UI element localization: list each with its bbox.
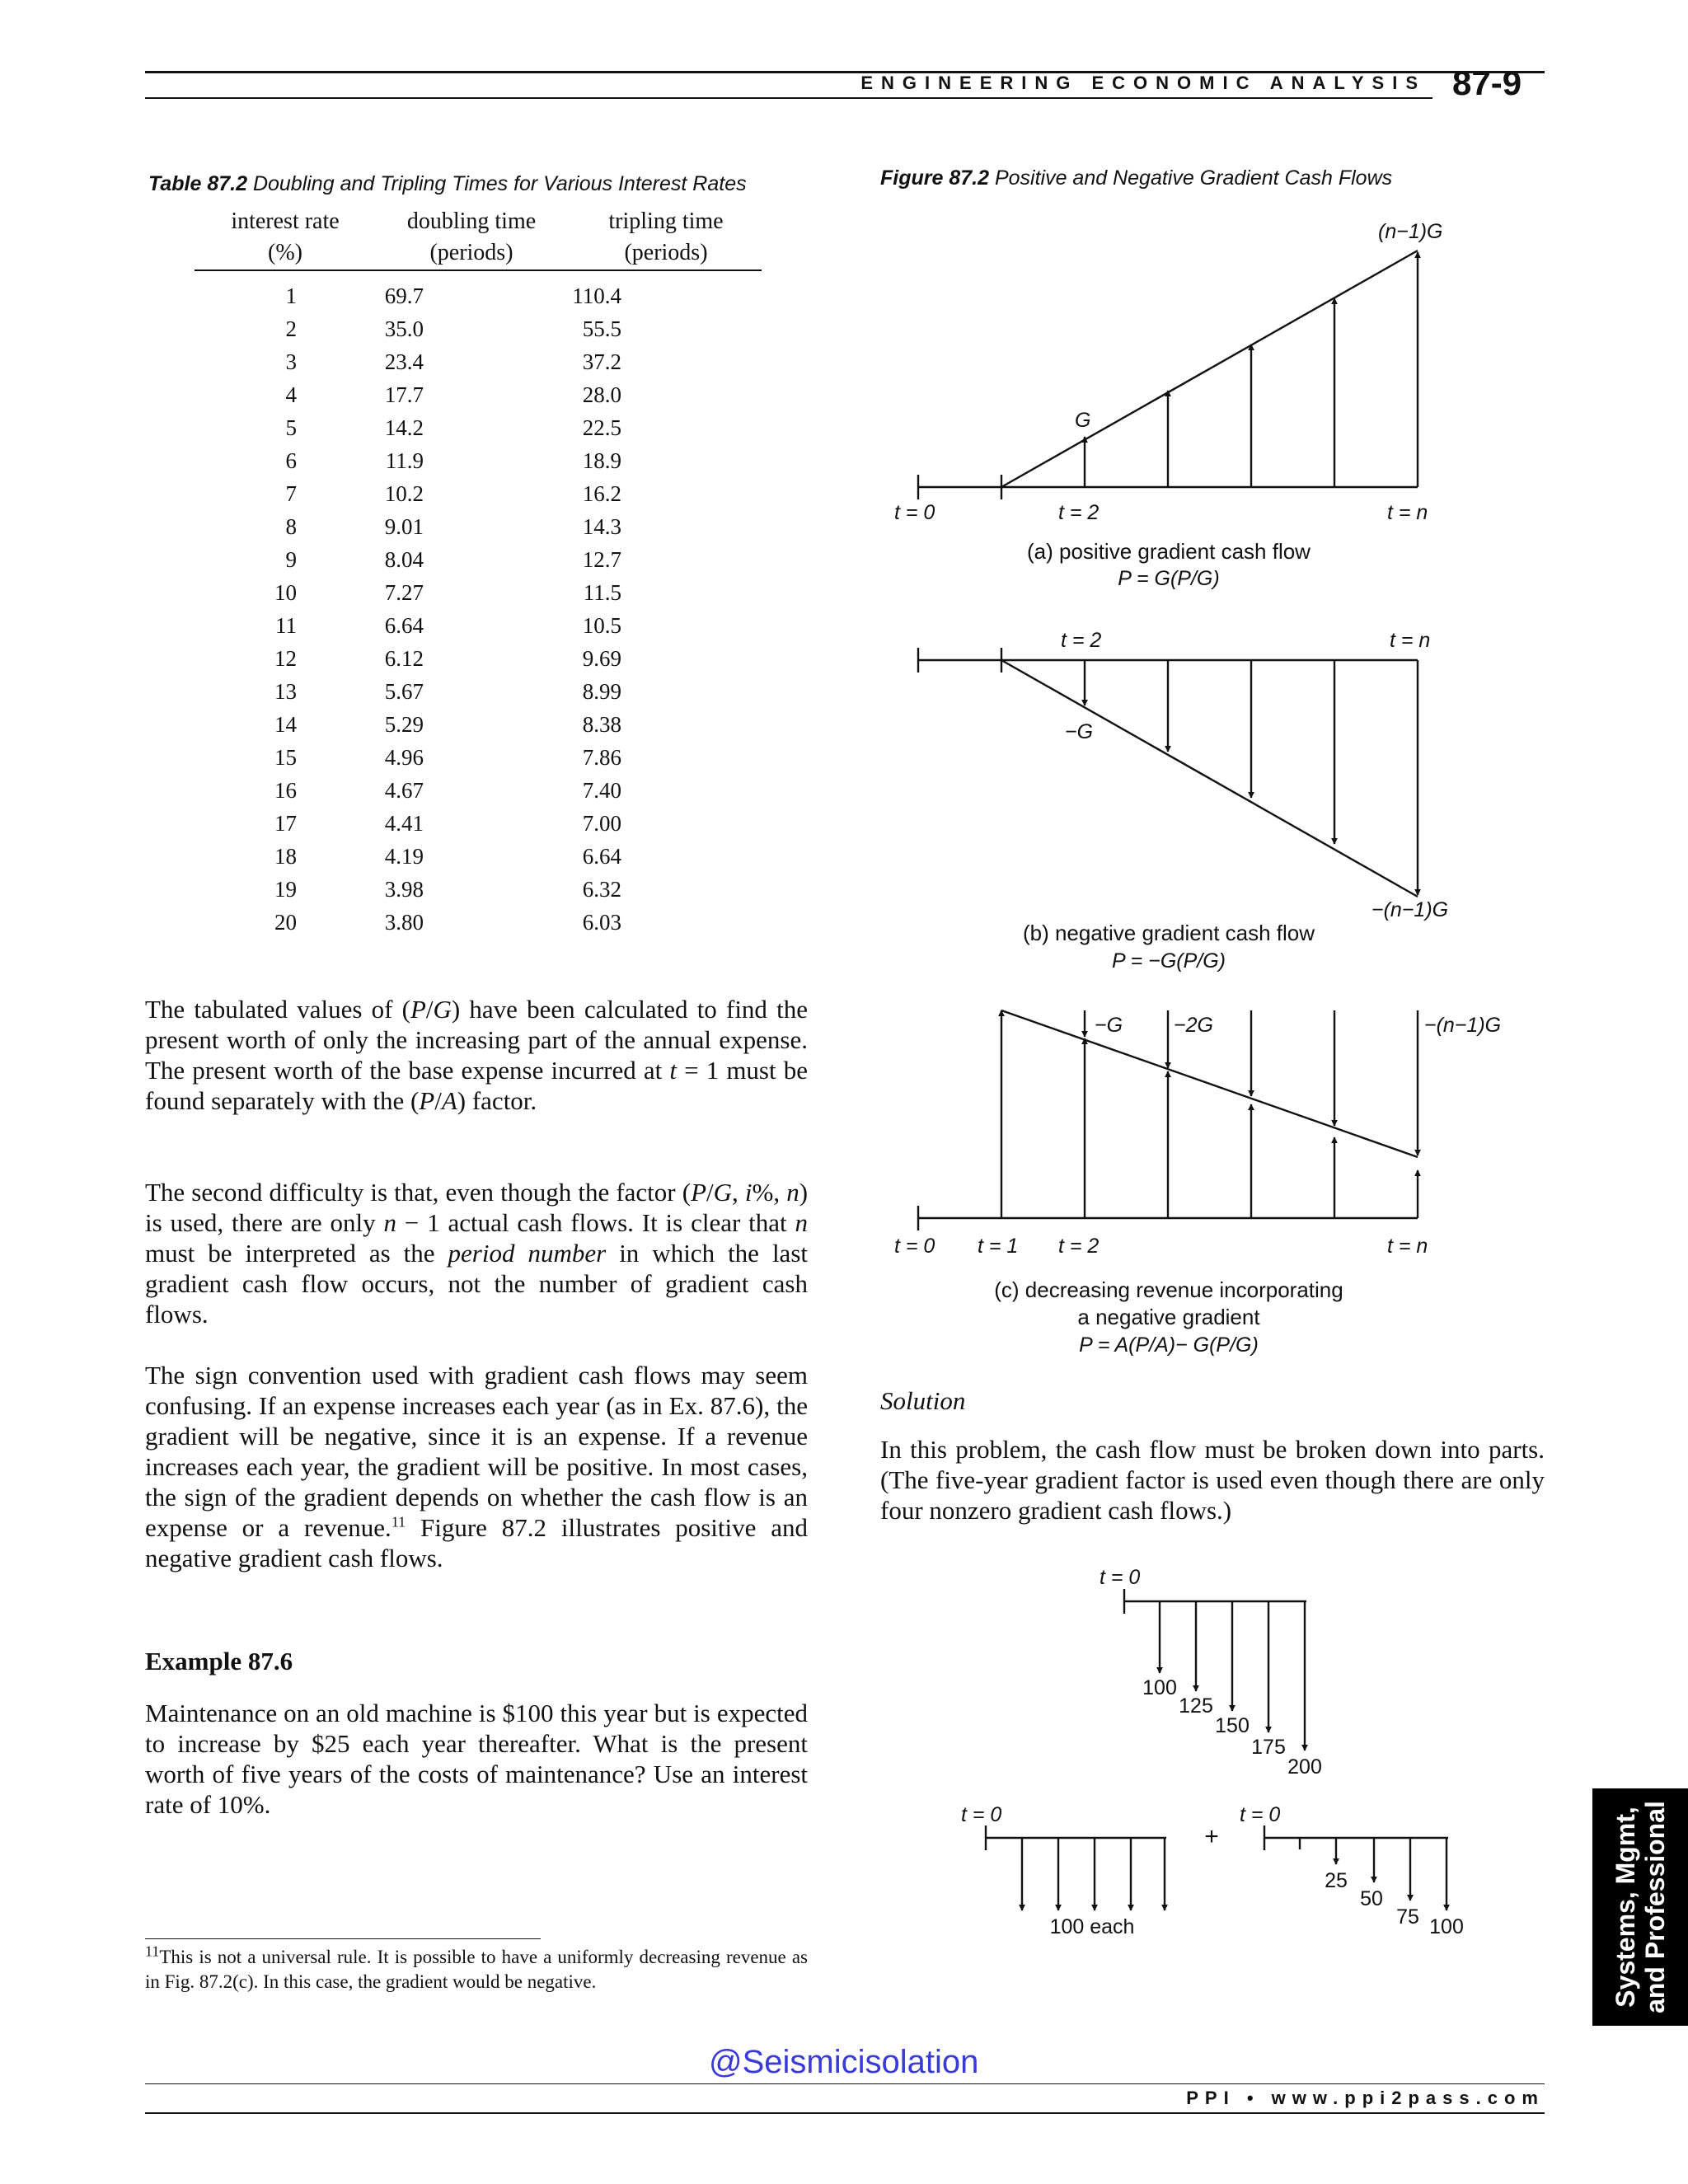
page-number: 87-9 — [1452, 63, 1522, 102]
cell-interest-rate: 2 — [285, 316, 297, 341]
cell-interest-rate: 15 — [274, 745, 297, 770]
cell-interest-rate: 8 — [285, 514, 297, 539]
table-caption-text: Doubling and Tripling Times for Various Interest Rates — [252, 172, 747, 195]
cell-doubling-time: 10.2 — [384, 481, 424, 506]
cell-interest-rate: 20 — [274, 910, 297, 935]
figure-caption-text: Positive and Negative Gradient Cash Flows — [994, 166, 1393, 190]
label-sol-100-each: 100 each — [1049, 1915, 1135, 1938]
paragraph-sign-convention: The sign convention used with gradient cash flows may seem confusing. If an expense increases each year (as in Ex. 87.6), the gradient will be negative, since it is an expense. If a revenue increases each year, the gradient will be positive. In most cases, the sign of the gradient depends on whether the cash flow is an expense or a revenue.$^{11}$ Figure 87.2 illustrates positive and negative gradient cash flows. — [145, 1361, 809, 1572]
gradient-line — [1001, 660, 1418, 897]
cell-tripling-time: 9.69 — [582, 646, 621, 671]
label-b-tn: t = n — [1390, 629, 1431, 652]
cell-interest-rate: 10 — [274, 580, 297, 605]
label-sol-top-t0: t = 0 — [1100, 1566, 1141, 1589]
label-sol-value-150: 150 — [1215, 1714, 1250, 1737]
cell-doubling-time: 17.7 — [384, 382, 424, 407]
cell-doubling-time: 14.2 — [384, 415, 424, 440]
label-sol-value-50: 50 — [1360, 1887, 1383, 1910]
gradient-line — [1001, 251, 1418, 487]
cell-interest-rate: 19 — [274, 877, 297, 902]
paragraph-second-difficulty: The second difficulty is that, even though the factor (P/G, i%, n) is used, there are only n − 1 actual cash flows. It is clear that n must be interpreted as the period number in which the last gradient cash flow occurs, not the number of gradient cash flows. — [145, 1178, 809, 1329]
cell-tripling-time: 7.00 — [582, 811, 621, 836]
example-text: Maintenance on an old machine is $100 this year but is expected to increase by $25 each year thereafter. What is the present worth of five years of the costs of maintenance? Use an interest rate of 10%. — [145, 1699, 808, 1819]
cell-tripling-time: 16.2 — [582, 481, 621, 506]
label-sol-value-125: 125 — [1179, 1694, 1213, 1718]
label-sol-value-25: 25 — [1325, 1869, 1348, 1892]
label-a-t2: t = 2 — [1058, 501, 1100, 524]
label-a-top: (n−1)G — [1378, 220, 1443, 243]
label-b-t2: t = 2 — [1061, 629, 1102, 652]
caption-a-line2: P = G(P/G) — [1118, 567, 1220, 590]
label-a-t0: t = 0 — [894, 501, 935, 524]
footer-rule-bottom — [145, 2112, 1545, 2114]
cell-interest-rate: 11 — [275, 613, 297, 638]
cell-tripling-time: 55.5 — [582, 316, 621, 341]
label-a-tn: t = n — [1387, 501, 1428, 524]
cell-interest-rate: 16 — [274, 778, 297, 803]
cell-tripling-time: 22.5 — [582, 415, 621, 440]
watermark: @Seismicisolation — [709, 2044, 979, 2080]
cell-tripling-time: 37.2 — [582, 349, 621, 374]
label-c-gn: −(n−1)G — [1424, 1014, 1502, 1037]
cell-doubling-time: 6.64 — [384, 613, 424, 638]
footer-text: PPI • www.ppi2pass.com — [1186, 2088, 1545, 2108]
cell-doubling-time: 5.67 — [384, 679, 424, 704]
diagram-b-negative-gradient — [918, 648, 1418, 897]
cell-interest-rate: 7 — [285, 481, 297, 506]
column-header-doubling-time: doubling time (periods) — [406, 209, 537, 265]
running-title: ENGINEERING ECONOMIC ANALYSIS — [860, 73, 1426, 93]
plus-sign: + — [1204, 1823, 1219, 1850]
cell-interest-rate: 17 — [274, 811, 297, 836]
caption-a-line1: (a) positive gradient cash flow — [1027, 539, 1311, 564]
caption-c-line2: a negative gradient — [1077, 1305, 1260, 1329]
cell-doubling-time: 35.0 — [384, 316, 424, 341]
section-tab — [1592, 1788, 1688, 2026]
cell-doubling-time: 7.27 — [384, 580, 424, 605]
cell-doubling-time: 4.96 — [384, 745, 424, 770]
cell-tripling-time: 11.5 — [583, 580, 621, 605]
label-c-g2: −2G — [1174, 1014, 1213, 1037]
caption-c-line3: P = A(P/A)− G(P/G) — [1079, 1333, 1259, 1357]
cell-doubling-time: 4.41 — [384, 811, 424, 836]
cell-tripling-time: 14.3 — [582, 514, 621, 539]
cell-doubling-time: 5.29 — [384, 712, 424, 737]
label-b-bottom: −(n−1)G — [1372, 898, 1449, 921]
cell-doubling-time: 11.9 — [385, 448, 424, 473]
label-sol-value-175: 175 — [1251, 1736, 1286, 1759]
diagram-c-decreasing-revenue — [918, 1010, 1418, 1230]
label-c-t1: t = 1 — [978, 1235, 1019, 1258]
cell-interest-rate: 1 — [285, 284, 297, 308]
cell-tripling-time: 8.38 — [582, 712, 621, 737]
cell-tripling-time: 6.64 — [582, 844, 621, 869]
cell-doubling-time: 3.80 — [384, 910, 424, 935]
cell-interest-rate: 4 — [285, 382, 297, 407]
section-tab-label: Systems, Mgmt, and Professional — [1611, 1801, 1670, 2013]
cell-interest-rate: 3 — [285, 349, 297, 374]
label-sol-value-200: 200 — [1287, 1755, 1322, 1779]
cell-interest-rate: 6 — [285, 448, 297, 473]
cell-tripling-time: 12.7 — [582, 547, 621, 572]
solution-diagram-base — [986, 1825, 1166, 1910]
label-sol-value-100: 100 — [1142, 1676, 1177, 1699]
cell-interest-rate: 12 — [274, 646, 297, 671]
label-sol-value-100b: 100 — [1429, 1915, 1464, 1938]
cell-interest-rate: 9 — [285, 547, 297, 572]
cell-doubling-time: 69.7 — [384, 284, 424, 308]
paragraph-pg-values: The tabulated values of (P/G) have been calculated to find the present worth of only the increasing part of the annual expense. The present worth of the base expense incurred at t = 1 must be found separately with the (P/A) factor. — [145, 995, 809, 1115]
figure-caption-label: Figure 87.2 — [880, 166, 989, 190]
label-sol-right-t0: t = 0 — [1240, 1803, 1281, 1826]
cell-tripling-time: 28.0 — [582, 382, 621, 407]
cell-doubling-time: 4.19 — [384, 844, 424, 869]
cell-tripling-time: 7.40 — [582, 778, 621, 803]
label-b-g: −G — [1065, 720, 1094, 743]
cell-doubling-time: 8.04 — [384, 547, 424, 572]
solution-diagram-gradient — [1264, 1825, 1448, 1910]
cell-doubling-time: 6.12 — [384, 646, 424, 671]
label-sol-left-t0: t = 0 — [961, 1803, 1002, 1826]
solution-heading: Solution — [880, 1386, 966, 1415]
caption-b-line2: P = −G(P/G) — [1111, 949, 1226, 972]
cell-tripling-time: 110.4 — [572, 284, 621, 308]
cell-tripling-time: 6.03 — [582, 910, 621, 935]
cell-interest-rate: 14 — [274, 712, 297, 737]
cell-interest-rate: 5 — [285, 415, 297, 440]
label-c-t0: t = 0 — [894, 1235, 935, 1258]
example-heading: Example 87.6 — [145, 1647, 293, 1675]
column-header-tripling-time: tripling time (periods) — [608, 209, 724, 265]
cell-tripling-time: 18.9 — [582, 448, 621, 473]
table-caption-label: Table 87.2 — [148, 172, 247, 195]
cell-doubling-time: 4.67 — [384, 778, 424, 803]
cell-interest-rate: 18 — [274, 844, 297, 869]
label-c-tn: t = n — [1387, 1235, 1428, 1258]
label-a-g: G — [1075, 409, 1091, 432]
cell-tripling-time: 10.5 — [582, 613, 621, 638]
label-c-t2: t = 2 — [1058, 1235, 1100, 1258]
caption-b-line1: (b) negative gradient cash flow — [1022, 921, 1315, 945]
column-header-interest-rate: interest rate (%) — [231, 209, 340, 265]
label-sol-value-75: 75 — [1396, 1905, 1419, 1929]
cell-doubling-time: 9.01 — [384, 514, 424, 539]
cell-tripling-time: 7.86 — [582, 745, 621, 770]
cell-doubling-time: 23.4 — [384, 349, 424, 374]
cell-tripling-time: 8.99 — [582, 679, 621, 704]
caption-c-line1: (c) decreasing revenue incorporating — [994, 1277, 1343, 1302]
cell-doubling-time: 3.98 — [384, 877, 424, 902]
diagram-a-positive-gradient — [918, 251, 1418, 499]
footer-rule-top — [145, 2083, 1545, 2084]
label-c-g1: −G — [1095, 1014, 1123, 1037]
solution-text: In this problem, the cash flow must be broken down into parts. (The five-year gradient factor is used even though there are only four nonzero gradient cash flows.) — [880, 1435, 1545, 1525]
footnote: $^{11}$This is not a universal rule. It is possible to have a uniformly decreasing revenue as in Fig. 87.2(c). In this case, the gradient would be negative. — [145, 1943, 808, 1992]
cell-interest-rate: 13 — [274, 679, 297, 704]
cell-tripling-time: 6.32 — [582, 877, 621, 902]
